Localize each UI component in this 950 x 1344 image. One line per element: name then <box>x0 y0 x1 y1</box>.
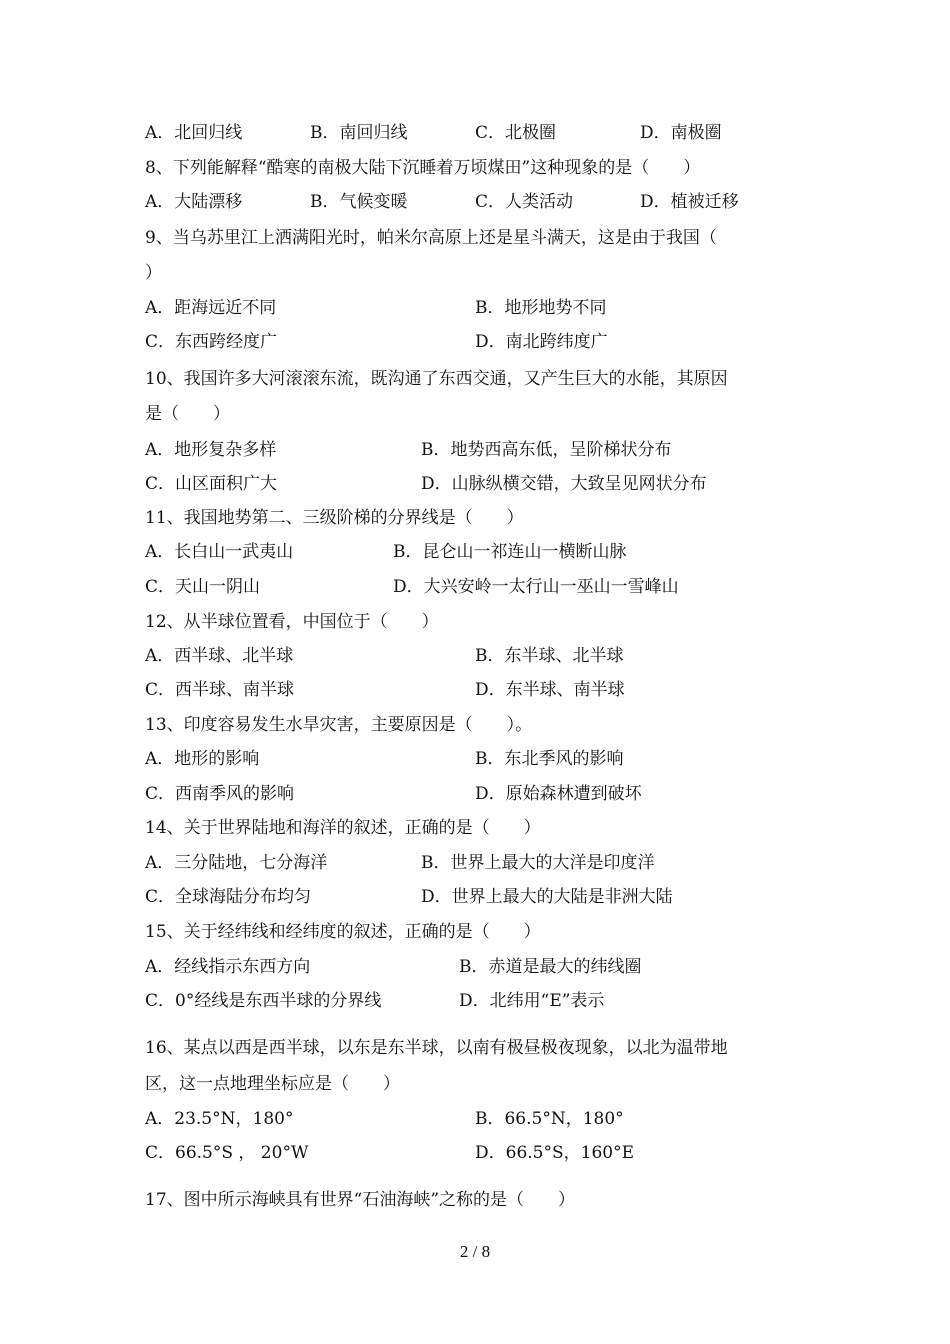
q7-option-b: B．南回归线 <box>310 123 408 143</box>
q10-option-d: D．山脉纵横交错，大致呈见网状分布 <box>421 474 707 494</box>
q13-option-b: B．东北季风的影响 <box>475 749 624 769</box>
q11-option-b: B．昆仑山一祁连山一横断山脉 <box>393 542 627 562</box>
q7-option-a: A．北回归线 <box>145 123 243 143</box>
q11-option-c: C．天山一阴山 <box>145 577 261 597</box>
q16-option-c: C．66.5°S ， 20°W <box>145 1143 309 1163</box>
q11-option-a: A．长白山一武夷山 <box>145 542 294 562</box>
q11-option-d: D．大兴安岭一太行山一巫山一雪峰山 <box>393 577 679 597</box>
q15-stem: 15、关于经纬线和经纬度的叙述，正确的是（ ） <box>145 922 541 942</box>
q7-option-c: C．北极圈 <box>475 123 557 143</box>
q14-option-a: A．三分陆地，七分海洋 <box>145 853 328 873</box>
q10-option-b: B．地势西高东低，呈阶梯状分布 <box>421 440 672 460</box>
q8-option-d: D．植被迁移 <box>640 192 739 212</box>
q12-option-b: B．东半球、北半球 <box>475 646 624 666</box>
q13-option-a: A．地形的影响 <box>145 749 260 769</box>
q13-option-d: D．原始森林遭到破坏 <box>475 784 642 804</box>
q12-option-a: A．西半球、北半球 <box>145 646 294 666</box>
q9-option-d: D．南北跨纬度广 <box>475 332 608 352</box>
q10-option-c: C．山区面积广大 <box>145 474 278 494</box>
q8-option-b: B．气候变暖 <box>310 192 408 212</box>
q10-option-a: A．地形复杂多样 <box>145 440 277 460</box>
q15-option-d: D．北纬用“E”表示 <box>459 991 605 1011</box>
q16-option-b: B．66.5°N，180° <box>475 1109 624 1129</box>
q9-option-c: C．东西跨经度广 <box>145 332 278 352</box>
q9-stem-line2: ） <box>145 263 162 283</box>
q13-stem: 13、印度容易发生水旱灾害，主要原因是（ ）。 <box>145 715 533 735</box>
q8-option-a: A．大陆漂移 <box>145 192 243 212</box>
q14-option-d: D．世界上最大的大陆是非洲大陆 <box>421 887 673 907</box>
q11-stem: 11、我国地势第二、三级阶梯的分界线是（ ） <box>145 508 524 528</box>
q16-stem-line1: 16、某点以西是西半球，以东是东半球，以南有极昼极夜现象，以北为温带地 <box>145 1038 728 1058</box>
q15-option-b: B．赤道是最大的纬线圈 <box>459 957 642 977</box>
q12-option-c: C．西半球、南半球 <box>145 680 295 700</box>
q16-option-a: A．23.5°N，180° <box>145 1109 294 1129</box>
q13-option-c: C．西南季风的影响 <box>145 784 295 804</box>
q16-stem-line2: 区，这一点地理坐标应是（ ） <box>145 1074 400 1094</box>
q9-option-b: B．地形地势不同 <box>475 298 607 318</box>
q14-stem: 14、关于世界陆地和海洋的叙述，正确的是（ ） <box>145 818 541 838</box>
q10-stem-line1: 10、我国许多大河滚滚东流，既沟通了东西交通，又产生巨大的水能，其原因 <box>145 369 728 389</box>
q12-option-d: D．东半球、南半球 <box>475 680 625 700</box>
q15-option-a: A．经线指示东西方向 <box>145 957 311 977</box>
q14-option-b: B．世界上最大的大洋是印度洋 <box>421 853 655 873</box>
q12-stem: 12、从半球位置看，中国位于（ ） <box>145 612 439 632</box>
q7-option-d: D．南极圈 <box>640 123 722 143</box>
q9-stem-line1: 9、当乌苏里江上洒满阳光时，帕米尔高原上还是星斗满天，这是由于我国（ <box>145 228 717 248</box>
q17-stem: 17、图中所示海峡具有世界“石油海峡”之称的是（ ） <box>145 1190 576 1210</box>
q15-option-c: C．0°经线是东西半球的分界线 <box>145 991 382 1011</box>
page-number: 2 / 8 <box>459 1242 491 1261</box>
q10-stem-line2: 是（ ） <box>145 404 230 424</box>
q16-option-d: D．66.5°S，160°E <box>475 1143 634 1163</box>
q8-option-c: C．人类活动 <box>475 192 574 212</box>
q8-stem: 8、下列能解释“酷寒的南极大陆下沉睡着万顷煤田”这种现象的是（ ） <box>145 158 701 178</box>
q14-option-c: C．全球海陆分布均匀 <box>145 887 312 907</box>
q9-option-a: A．距海远近不同 <box>145 298 277 318</box>
